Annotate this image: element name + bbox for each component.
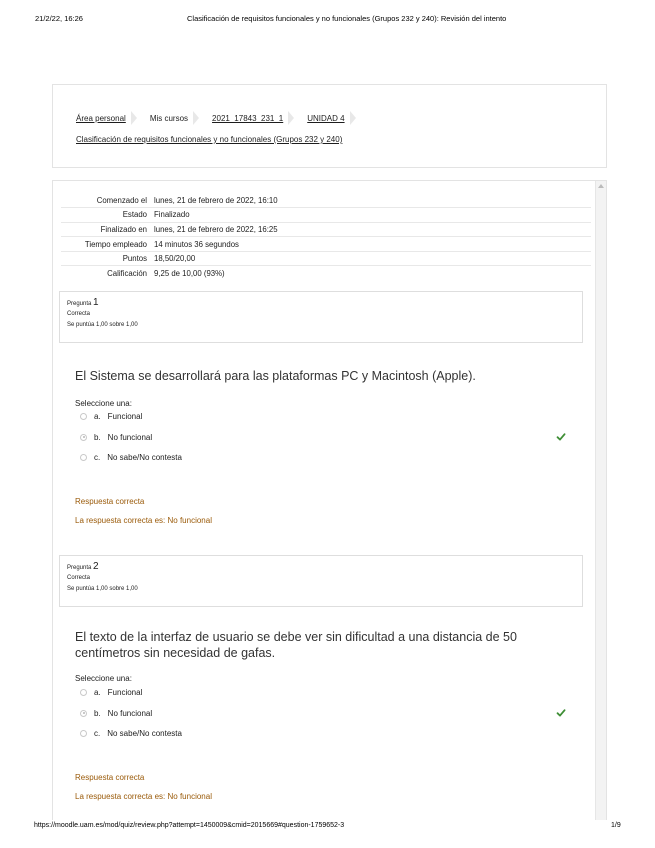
option-letter: b.: [94, 432, 101, 442]
print-header: [0, 14, 655, 28]
summary-value: 9,25 de 10,00 (93%): [151, 266, 591, 281]
breadcrumb-quiz-link[interactable]: Clasificación de requisitos funcionales y no funcionales (Grupos 232 y 240): [76, 135, 343, 144]
summary-key: Tiempo empleado: [61, 237, 151, 252]
radio-button[interactable]: [80, 413, 87, 420]
breadcrumb-home-link[interactable]: Área personal: [76, 113, 126, 123]
option-letter: c.: [94, 452, 101, 462]
radio-button-checked[interactable]: [80, 710, 87, 717]
summary-value: 14 minutos 36 segundos: [151, 237, 591, 252]
option-label: Funcional: [107, 687, 143, 697]
radio-button[interactable]: [80, 730, 87, 737]
summary-row: [61, 237, 591, 252]
print-date: 21/2/22, 16:26: [35, 14, 83, 23]
breadcrumb-separator: [288, 110, 296, 126]
answer-prompt: Seleccione una:: [75, 399, 132, 408]
feedback-outcome: Respuesta correcta: [75, 773, 145, 782]
question-text: El Sistema se desarrollará para las plataformas PC y Macintosh (Apple).: [75, 369, 476, 383]
scroll-up-arrow-icon[interactable]: [598, 184, 604, 188]
option-letter: c.: [94, 728, 101, 738]
breadcrumb-separator: [350, 110, 358, 126]
answer-option-selected[interactable]: [80, 431, 152, 443]
question-label: Pregunta: [67, 565, 92, 571]
radio-button-checked[interactable]: [80, 434, 87, 441]
answer-option[interactable]: [80, 410, 142, 422]
question-label: Pregunta: [67, 301, 92, 307]
answer-prompt: Seleccione una:: [75, 674, 132, 683]
question-number-value: 1: [93, 297, 99, 308]
summary-key: Comenzado el: [96, 195, 147, 205]
summary-key: Estado: [61, 208, 151, 223]
question-number-value: 2: [93, 561, 99, 572]
summary-key: Finalizado en: [61, 222, 151, 237]
question-number: [67, 561, 575, 572]
breadcrumb-unit-link[interactable]: UNIDAD 4: [307, 113, 345, 123]
answer-option[interactable]: [80, 451, 182, 463]
summary-row: [61, 208, 591, 223]
option-label: No funcional: [107, 432, 153, 442]
feedback-outcome: Respuesta correcta: [75, 497, 145, 506]
question-state: Correcta: [67, 575, 91, 581]
scrollbar[interactable]: [595, 181, 606, 820]
summary-value: lunes, 21 de febrero de 2022, 16:10: [154, 195, 278, 205]
option-label: No sabe/No contesta: [107, 728, 182, 738]
summary-value: Finalizado: [151, 208, 591, 223]
question-grade: Se puntúa 1,00 sobre 1,00: [67, 586, 138, 592]
question-number: [67, 297, 575, 308]
summary-key: Puntos: [61, 251, 151, 266]
option-letter: a.: [94, 687, 101, 697]
summary-row: [61, 193, 591, 208]
summary-value: lunes, 21 de febrero de 2022, 16:25: [151, 222, 591, 237]
radio-button[interactable]: [80, 454, 87, 461]
summary-key: Calificación: [61, 266, 151, 281]
correct-check-icon: [556, 708, 566, 718]
feedback-right-answer: La respuesta correcta es: No funcional: [75, 516, 212, 525]
print-title: Clasificación de requisitos funcionales y no funcionales (Grupos 232 y 240): Revisión del intento: [187, 14, 507, 23]
breadcrumb-card: [52, 84, 607, 168]
question-text: El texto de la interfaz de usuario se debe ver sin dificultad a una distancia de 50 centímetros sin necesidad de gafas.: [75, 630, 517, 660]
answer-option[interactable]: [80, 727, 182, 739]
breadcrumb: [76, 110, 369, 126]
summary-row: [61, 266, 591, 281]
question-info-box: [59, 291, 583, 343]
correct-check-icon: [556, 432, 566, 442]
breadcrumb-course-link[interactable]: 2021_17843_231_1: [212, 113, 284, 123]
breadcrumb-my-courses: Mis cursos: [149, 113, 189, 123]
attempt-summary-table: [61, 193, 591, 281]
summary-row: [61, 222, 591, 237]
option-label: No sabe/No contesta: [107, 452, 182, 462]
option-label: No funcional: [107, 708, 153, 718]
breadcrumb-separator: [131, 110, 139, 126]
summary-row: [61, 251, 591, 266]
summary-value: 18,50/20,00: [151, 251, 591, 266]
answer-option-selected[interactable]: [80, 707, 152, 719]
question-info-box: [59, 555, 583, 607]
option-letter: b.: [94, 708, 101, 718]
option-letter: a.: [94, 411, 101, 421]
option-label: Funcional: [107, 411, 143, 421]
feedback-right-answer: La respuesta correcta es: No funcional: [75, 792, 212, 801]
question-state: Correcta: [67, 311, 91, 317]
print-url: https://moodle.uam.es/mod/quiz/review.php?attempt=1450009&cmid=2015669#question-1759652-3: [34, 822, 345, 829]
answer-option[interactable]: [80, 686, 142, 698]
quiz-review-card: [52, 180, 607, 820]
breadcrumb-separator: [193, 110, 201, 126]
question-grade: Se puntúa 1,00 sobre 1,00: [67, 322, 138, 328]
radio-button[interactable]: [80, 689, 87, 696]
print-page-number: 1/9: [611, 822, 621, 829]
